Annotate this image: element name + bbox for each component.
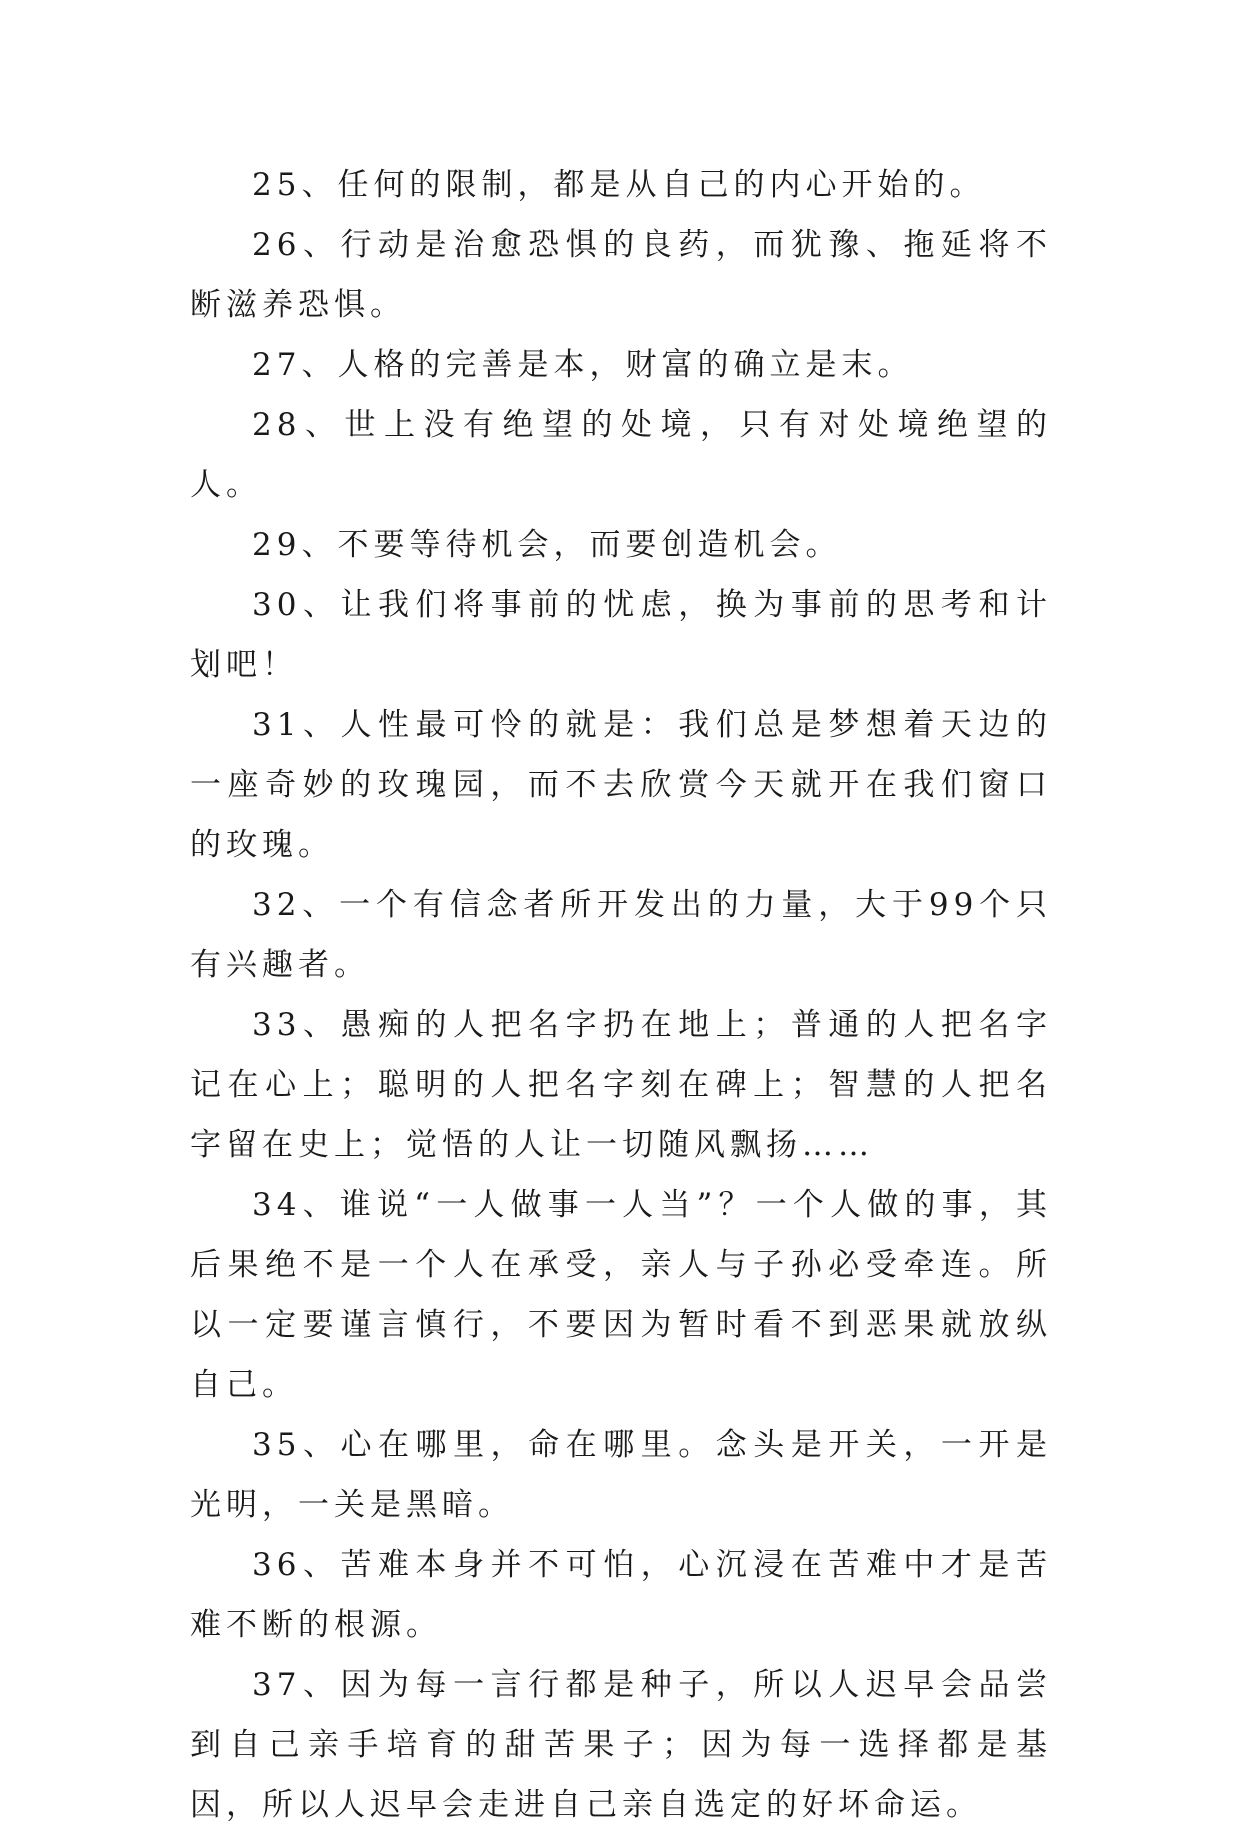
paragraph-30: 30、让我们将事前的忧虑，换为事前的思考和计划吧！	[190, 587, 1052, 683]
paragraph-35: 35、心在哪里，命在哪里。念头是开关，一开是光明，一关是黑暗。	[190, 1427, 1052, 1523]
paragraph-37: 37、因为每一言行都是种子，所以人迟早会品尝到自己亲手培育的甜苦果子；因为每一选择都是基因，所以人迟早会走进自己亲自选定的好坏命运。	[190, 1667, 1052, 1823]
paragraph-33: 33、愚痴的人把名字扔在地上；普通的人把名字记在心上；聪明的人把名字刻在碑上；智慧的人把名字留在史上；觉悟的人让一切随风飘扬……	[190, 1007, 1052, 1163]
paragraph-31: 31、人性最可怜的就是：我们总是梦想着天边的一座奇妙的玫瑰园，而不去欣赏今天就开在我们窗口的玫瑰。	[190, 707, 1052, 863]
paragraph-27: 27、人格的完善是本，财富的确立是末。	[252, 347, 914, 383]
paragraph-25: 25、任何的限制，都是从自己的内心开始的。	[252, 167, 986, 203]
paragraph-34: 34、谁说“一人做事一人当”？一个人做的事，其后果绝不是一个人在承受，亲人与子孙必受牵连。所以一定要谨言慎行，不要因为暂时看不到恶果就放纵自己。	[190, 1187, 1052, 1403]
paragraph-26: 26、行动是治愈恐惧的良药，而犹豫、拖延将不断滋养恐惧。	[190, 227, 1052, 323]
paragraph-36: 36、苦难本身并不可怕，心沉浸在苦难中才是苦难不断的根源。	[190, 1547, 1052, 1643]
document-body	[190, 155, 1052, 1835]
paragraph-32: 32、一个有信念者所开发出的力量，大于99个只有兴趣者。	[190, 887, 1052, 983]
paragraph-28: 28、世上没有绝望的处境，只有对处境绝望的人。	[190, 407, 1052, 503]
paragraph-29: 29、不要等待机会，而要创造机会。	[252, 527, 842, 563]
